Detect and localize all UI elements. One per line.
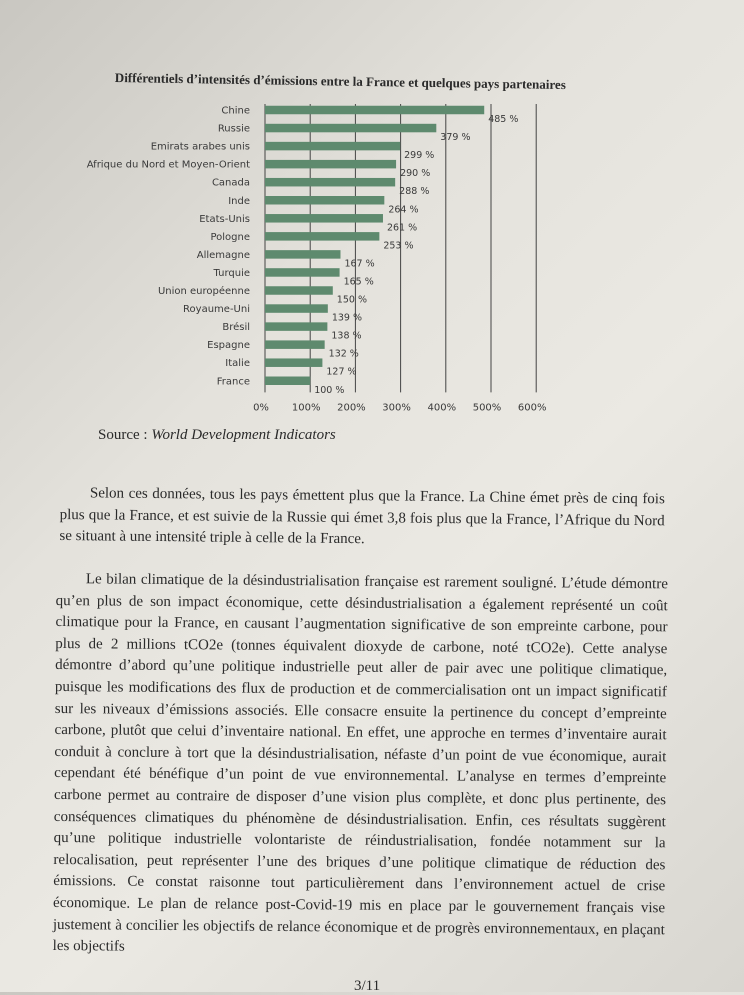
bar-15 xyxy=(265,377,310,386)
category-label-4: Canada xyxy=(211,177,250,189)
category-label-12: Brésil xyxy=(222,322,250,334)
category-label-2: Emirats arabes unis xyxy=(150,141,250,153)
bar-12 xyxy=(265,322,327,331)
paragraph-1 xyxy=(59,483,665,554)
category-label-8: Allemagne xyxy=(196,249,250,261)
value-label-10: 150 % xyxy=(336,294,367,306)
x-tick-label-4: 400% xyxy=(427,402,457,414)
category-label-9: Turquie xyxy=(213,267,250,279)
category-label-3: Afrique du Nord et Moyen-Orient xyxy=(86,159,250,171)
bar-13 xyxy=(265,340,325,349)
bar-3 xyxy=(265,160,396,169)
bar-6 xyxy=(265,214,383,223)
paragraph-2 xyxy=(53,569,668,963)
bar-7 xyxy=(265,232,379,241)
value-label-2: 299 % xyxy=(404,150,435,162)
category-label-5: Inde xyxy=(228,195,250,207)
bar-1 xyxy=(265,124,436,133)
category-label-0: Chine xyxy=(221,105,250,117)
value-label-1: 379 % xyxy=(440,132,471,144)
category-label-7: Pologne xyxy=(210,231,250,243)
bar-5 xyxy=(265,196,384,205)
bar-11 xyxy=(265,304,328,313)
x-tick-label-2: 200% xyxy=(337,402,366,414)
category-label-6: Etats-Unis xyxy=(199,213,250,225)
category-label-15: France xyxy=(216,376,250,388)
value-label-11: 139 % xyxy=(331,312,363,324)
category-label-13: Espagne xyxy=(207,340,250,352)
category-label-14: Italie xyxy=(225,358,250,370)
x-tick-label-0: 0% xyxy=(253,402,269,414)
value-label-6: 261 % xyxy=(386,222,418,234)
value-label-12: 138 % xyxy=(331,330,362,342)
x-tick-label-6: 600% xyxy=(517,402,547,414)
chart-title: Différentiels d’intensités d’émissions entre la France et quelques pays partenaires xyxy=(114,70,566,93)
source-name: World Development Indicators xyxy=(151,427,336,443)
value-label-14: 127 % xyxy=(326,366,357,378)
value-label-13: 132 % xyxy=(328,348,359,360)
bar-4 xyxy=(265,178,395,187)
paragraph-1-text: Selon ces données, tous les pays émettent plus que la France. La Chine émet près de cinq fois plus que la France, et est suivie de la Russie qui émet 3,8 fois plus que la France, l’Afrique du Nord se situant à une intensité triple à celle de la France. xyxy=(59,485,665,548)
page-number: 3/11 xyxy=(354,978,381,994)
bar-chart xyxy=(0,0,744,425)
value-label-3: 290 % xyxy=(400,168,431,180)
bar-0 xyxy=(265,106,484,115)
bar-10 xyxy=(265,286,333,295)
bar-9 xyxy=(265,268,340,277)
paragraph-2-text: Le bilan climatique de la désindustrialisation française est rarement souligné. L’étude démontre qu’en plus de son impact économique, cette désindustrialisation a également représenté un coût climatique pour la France, en causant l’augmentation significative de son empreinte carbone, pour plus de 2 millions tCO2e (tonnes équivalent dioxyde de carbone, noté tCO2e). Cette analyse démontre d’abord qu’une politique industrielle peut aller de pair avec une politique climatique, puisque les modifications des flux de production et de commercialisation ont un impact significatif sur les niveaux d’émissions associés. Elle consacre ensuite la pertinence du concept d’empreinte carbone, plutôt que celui d’inventaire national. En effet, une approche en termes d’inventaire aurait conduit à conclure à tort que la désindustrialisation, néfaste d’un point de vue économique, aurait cependant été bénéfique d’un point de vue environnemental. L’analyse en termes d’empreinte carbone permet au contraire de disposer d’une vision plus complète, et donc plus pertinente, des conséquences climatiques du phénomène de désindustrialisation. Enfin, ces résultats suggèrent qu’une politique industrielle volontariste de réindustrialisation, fondée notamment sur la relocalisation, peut représenter l’une des briques d’une politique climatique de réduction des émissions. Ce constat raisonne tout particulièrement dans l’environnement actuel de crise économique. Le plan de relance post-Covid-19 mis en place par le gouvernement français vise justement à concilier les objectifs de relance économique et de progrès environnementaux, en plaçant les objectifs xyxy=(52,571,668,955)
source-prefix: Source : xyxy=(98,427,152,443)
x-tick-label-3: 300% xyxy=(382,402,411,414)
value-label-4: 288 % xyxy=(399,186,430,198)
value-label-7: 253 % xyxy=(383,240,414,252)
category-label-10: Union européenne xyxy=(157,286,250,297)
value-label-9: 165 % xyxy=(343,276,374,288)
value-label-0: 485 % xyxy=(488,114,519,125)
value-label-8: 167 % xyxy=(344,258,375,270)
value-label-15: 100 % xyxy=(314,384,345,396)
value-label-5: 264 % xyxy=(388,204,419,216)
source-line xyxy=(98,427,336,444)
bar-14 xyxy=(265,358,322,367)
x-tick-label-1: 100% xyxy=(291,402,321,414)
bar-8 xyxy=(265,250,340,259)
category-label-1: Russie xyxy=(217,123,250,135)
x-tick-label-5: 500% xyxy=(472,402,502,414)
bar-2 xyxy=(265,142,400,151)
category-label-11: Royaume-Uni xyxy=(183,304,250,316)
